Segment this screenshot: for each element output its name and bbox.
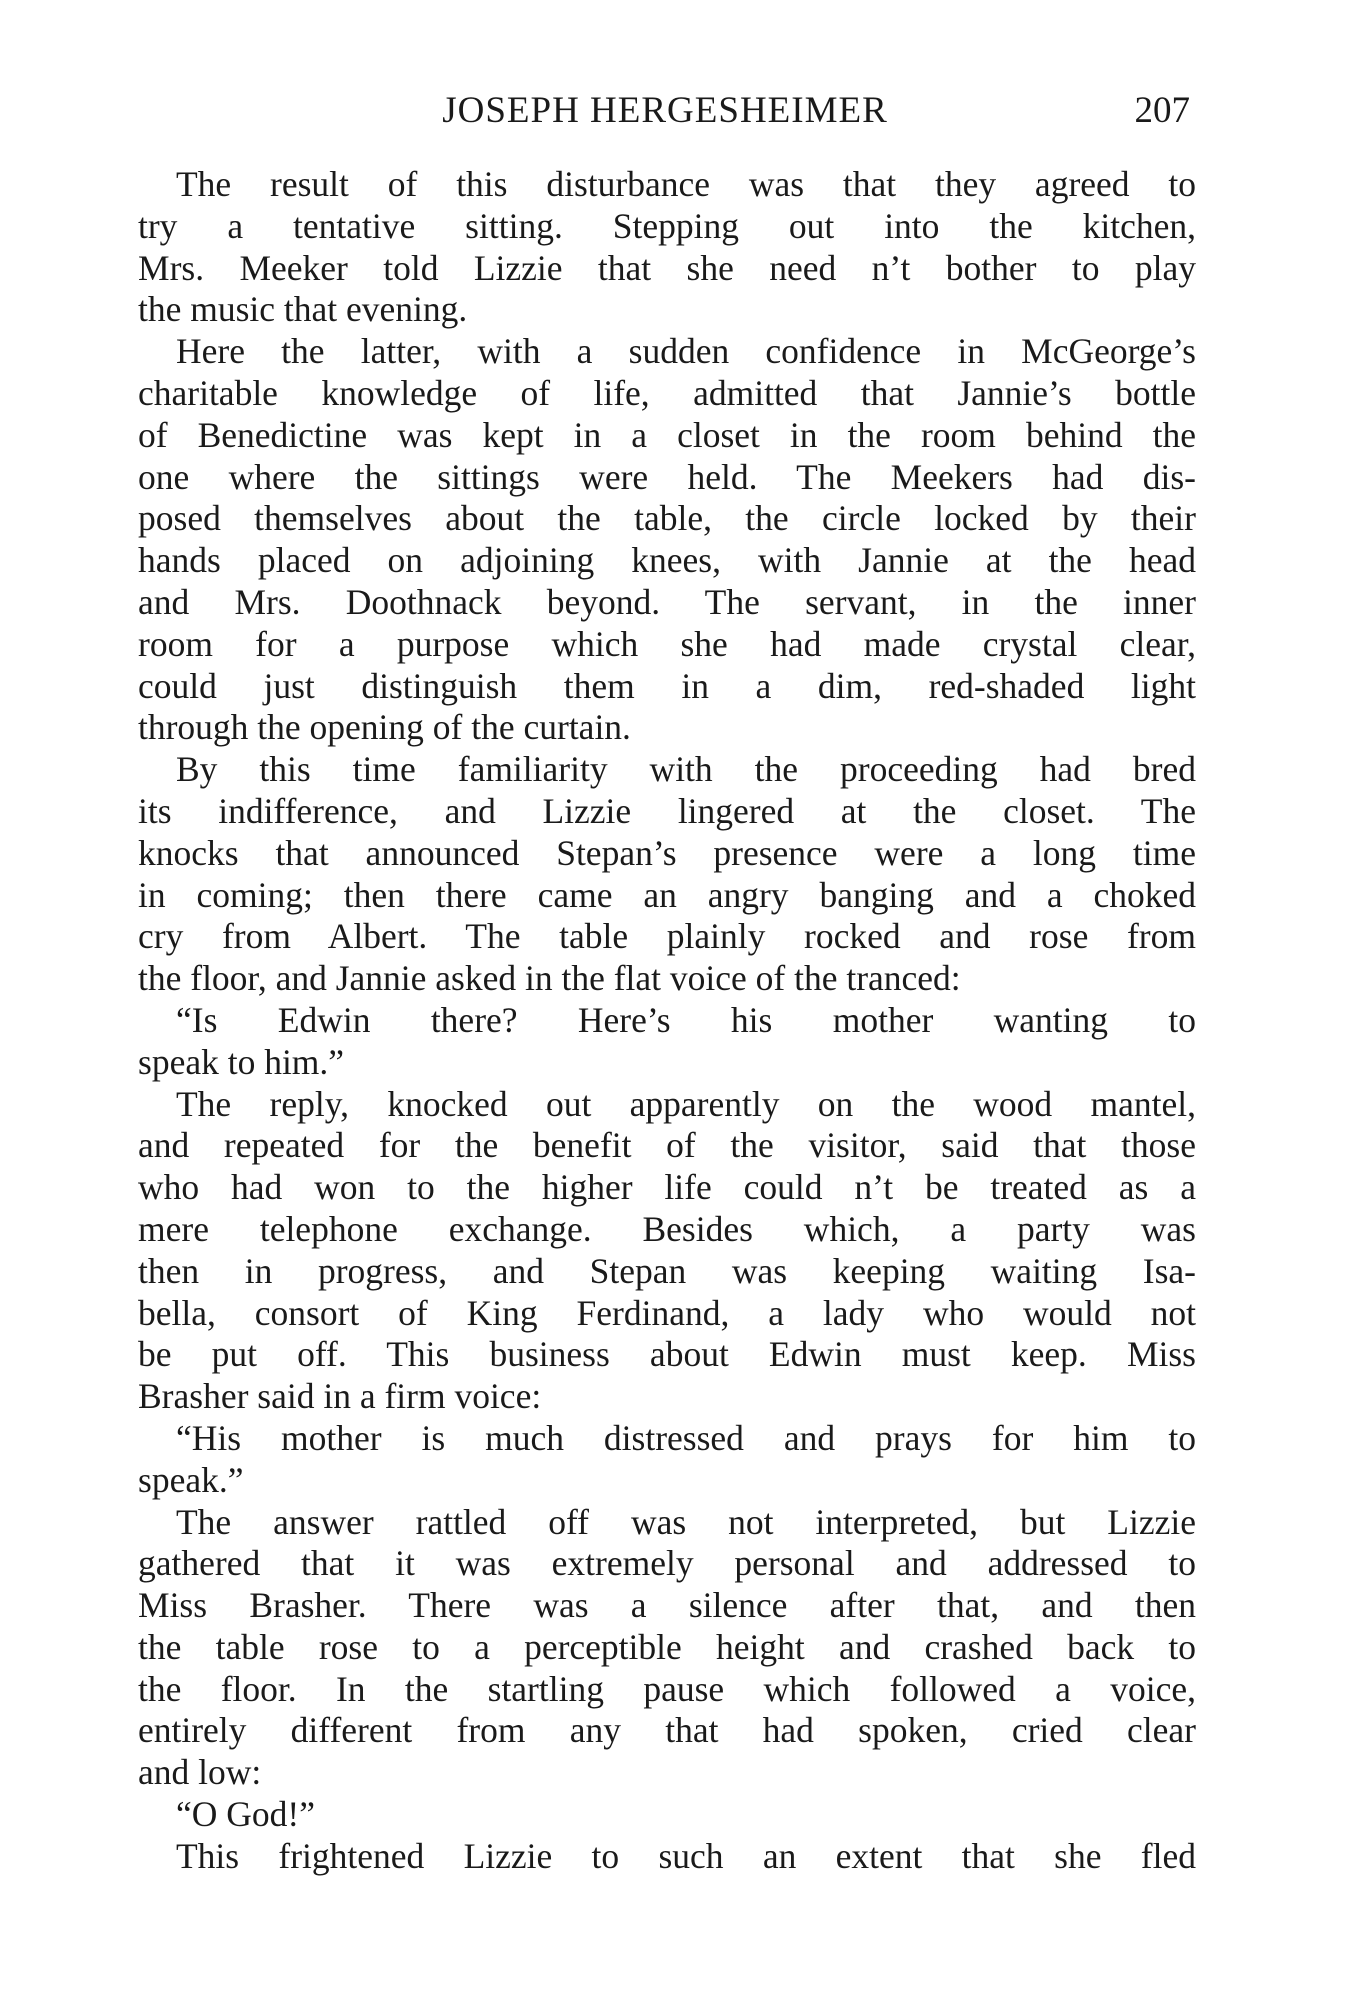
- text-line: charitable knowledge of life, admitted that Jannie’s bottle: [138, 372, 1196, 413]
- text-line: who had won to the higher life could n’t be treated as a: [138, 1167, 1196, 1208]
- body-text: [138, 164, 1196, 1878]
- text-line: knocks that announced Stepan’s presence were a long time: [138, 832, 1196, 873]
- text-line: “His mother is much distressed and prays for him to: [176, 1417, 1196, 1458]
- text-line: By this time familiarity with the proceeding had bred: [176, 749, 1196, 790]
- running-title: JOSEPH HERGESHEIMER: [442, 90, 888, 131]
- text-line: in coming; then there came an angry banging and a choked: [138, 874, 1196, 915]
- text-line: cry from Albert. The table plainly rocked and rose from: [138, 916, 1196, 957]
- text-line: speak to him.”: [138, 1041, 345, 1082]
- text-line: hands placed on adjoining knees, with Jannie at the head: [138, 540, 1196, 581]
- text-line: gathered that it was extremely personal and addressed to: [138, 1543, 1196, 1584]
- text-line: be put off. This business about Edwin must keep. Miss: [138, 1334, 1196, 1375]
- text-line: the floor, and Jannie asked in the flat voice of the tranced:: [138, 958, 961, 999]
- text-line: the floor. In the startling pause which followed a voice,: [138, 1668, 1196, 1709]
- text-line: and Mrs. Doothnack beyond. The servant, in the inner: [138, 581, 1196, 622]
- text-line: of Benedictine was kept in a closet in the room behind the: [138, 414, 1196, 455]
- text-line: This frightened Lizzie to such an extent that she fled: [176, 1835, 1196, 1876]
- text-line: Miss Brasher. There was a silence after that, and then: [138, 1585, 1196, 1626]
- text-line: and low:: [138, 1752, 262, 1793]
- text-line: The result of this disturbance was that they agreed to: [176, 164, 1196, 204]
- text-line: and repeated for the benefit of the visitor, said that those: [138, 1125, 1196, 1166]
- text-line: entirely different from any that had spoken, cried clear: [138, 1710, 1196, 1751]
- text-line: room for a purpose which she had made crystal clear,: [138, 623, 1196, 664]
- text-line: one where the sittings were held. The Meekers had dis-: [138, 456, 1196, 497]
- text-line: The answer rattled off was not interpreted, but Lizzie: [176, 1501, 1196, 1542]
- text-line: “O God!”: [176, 1794, 315, 1835]
- text-line: its indifference, and Lizzie lingered at the closet. The: [138, 790, 1196, 831]
- text-line: the table rose to a perceptible height and crashed back to: [138, 1626, 1196, 1667]
- text-line: The reply, knocked out apparently on the wood mantel,: [176, 1083, 1196, 1124]
- text-line: posed themselves about the table, the circle locked by their: [138, 498, 1196, 539]
- text-line: “Is Edwin there? Here’s his mother wanting to: [176, 999, 1196, 1040]
- text-line: try a tentative sitting. Stepping out into the kitchen,: [138, 205, 1196, 246]
- running-head: [140, 86, 1190, 136]
- text-line: Here the latter, with a sudden confidence in McGeorge’s: [176, 331, 1196, 372]
- text-line: bella, consort of King Ferdinand, a lady who would not: [138, 1292, 1196, 1333]
- text-line: through the opening of the curtain.: [138, 707, 631, 748]
- text-line: speak.”: [138, 1459, 244, 1500]
- text-line: Brasher said in a firm voice:: [138, 1376, 542, 1417]
- text-line: mere telephone exchange. Besides which, a party was: [138, 1208, 1196, 1249]
- text-line: could just distinguish them in a dim, red-shaded light: [138, 665, 1196, 706]
- text-line: then in progress, and Stepan was keeping waiting Isa-: [138, 1250, 1196, 1291]
- text-line: Mrs. Meeker told Lizzie that she need n’t bother to play: [138, 247, 1196, 288]
- page-number: 207: [1134, 90, 1190, 131]
- text-line: the music that evening.: [138, 289, 468, 330]
